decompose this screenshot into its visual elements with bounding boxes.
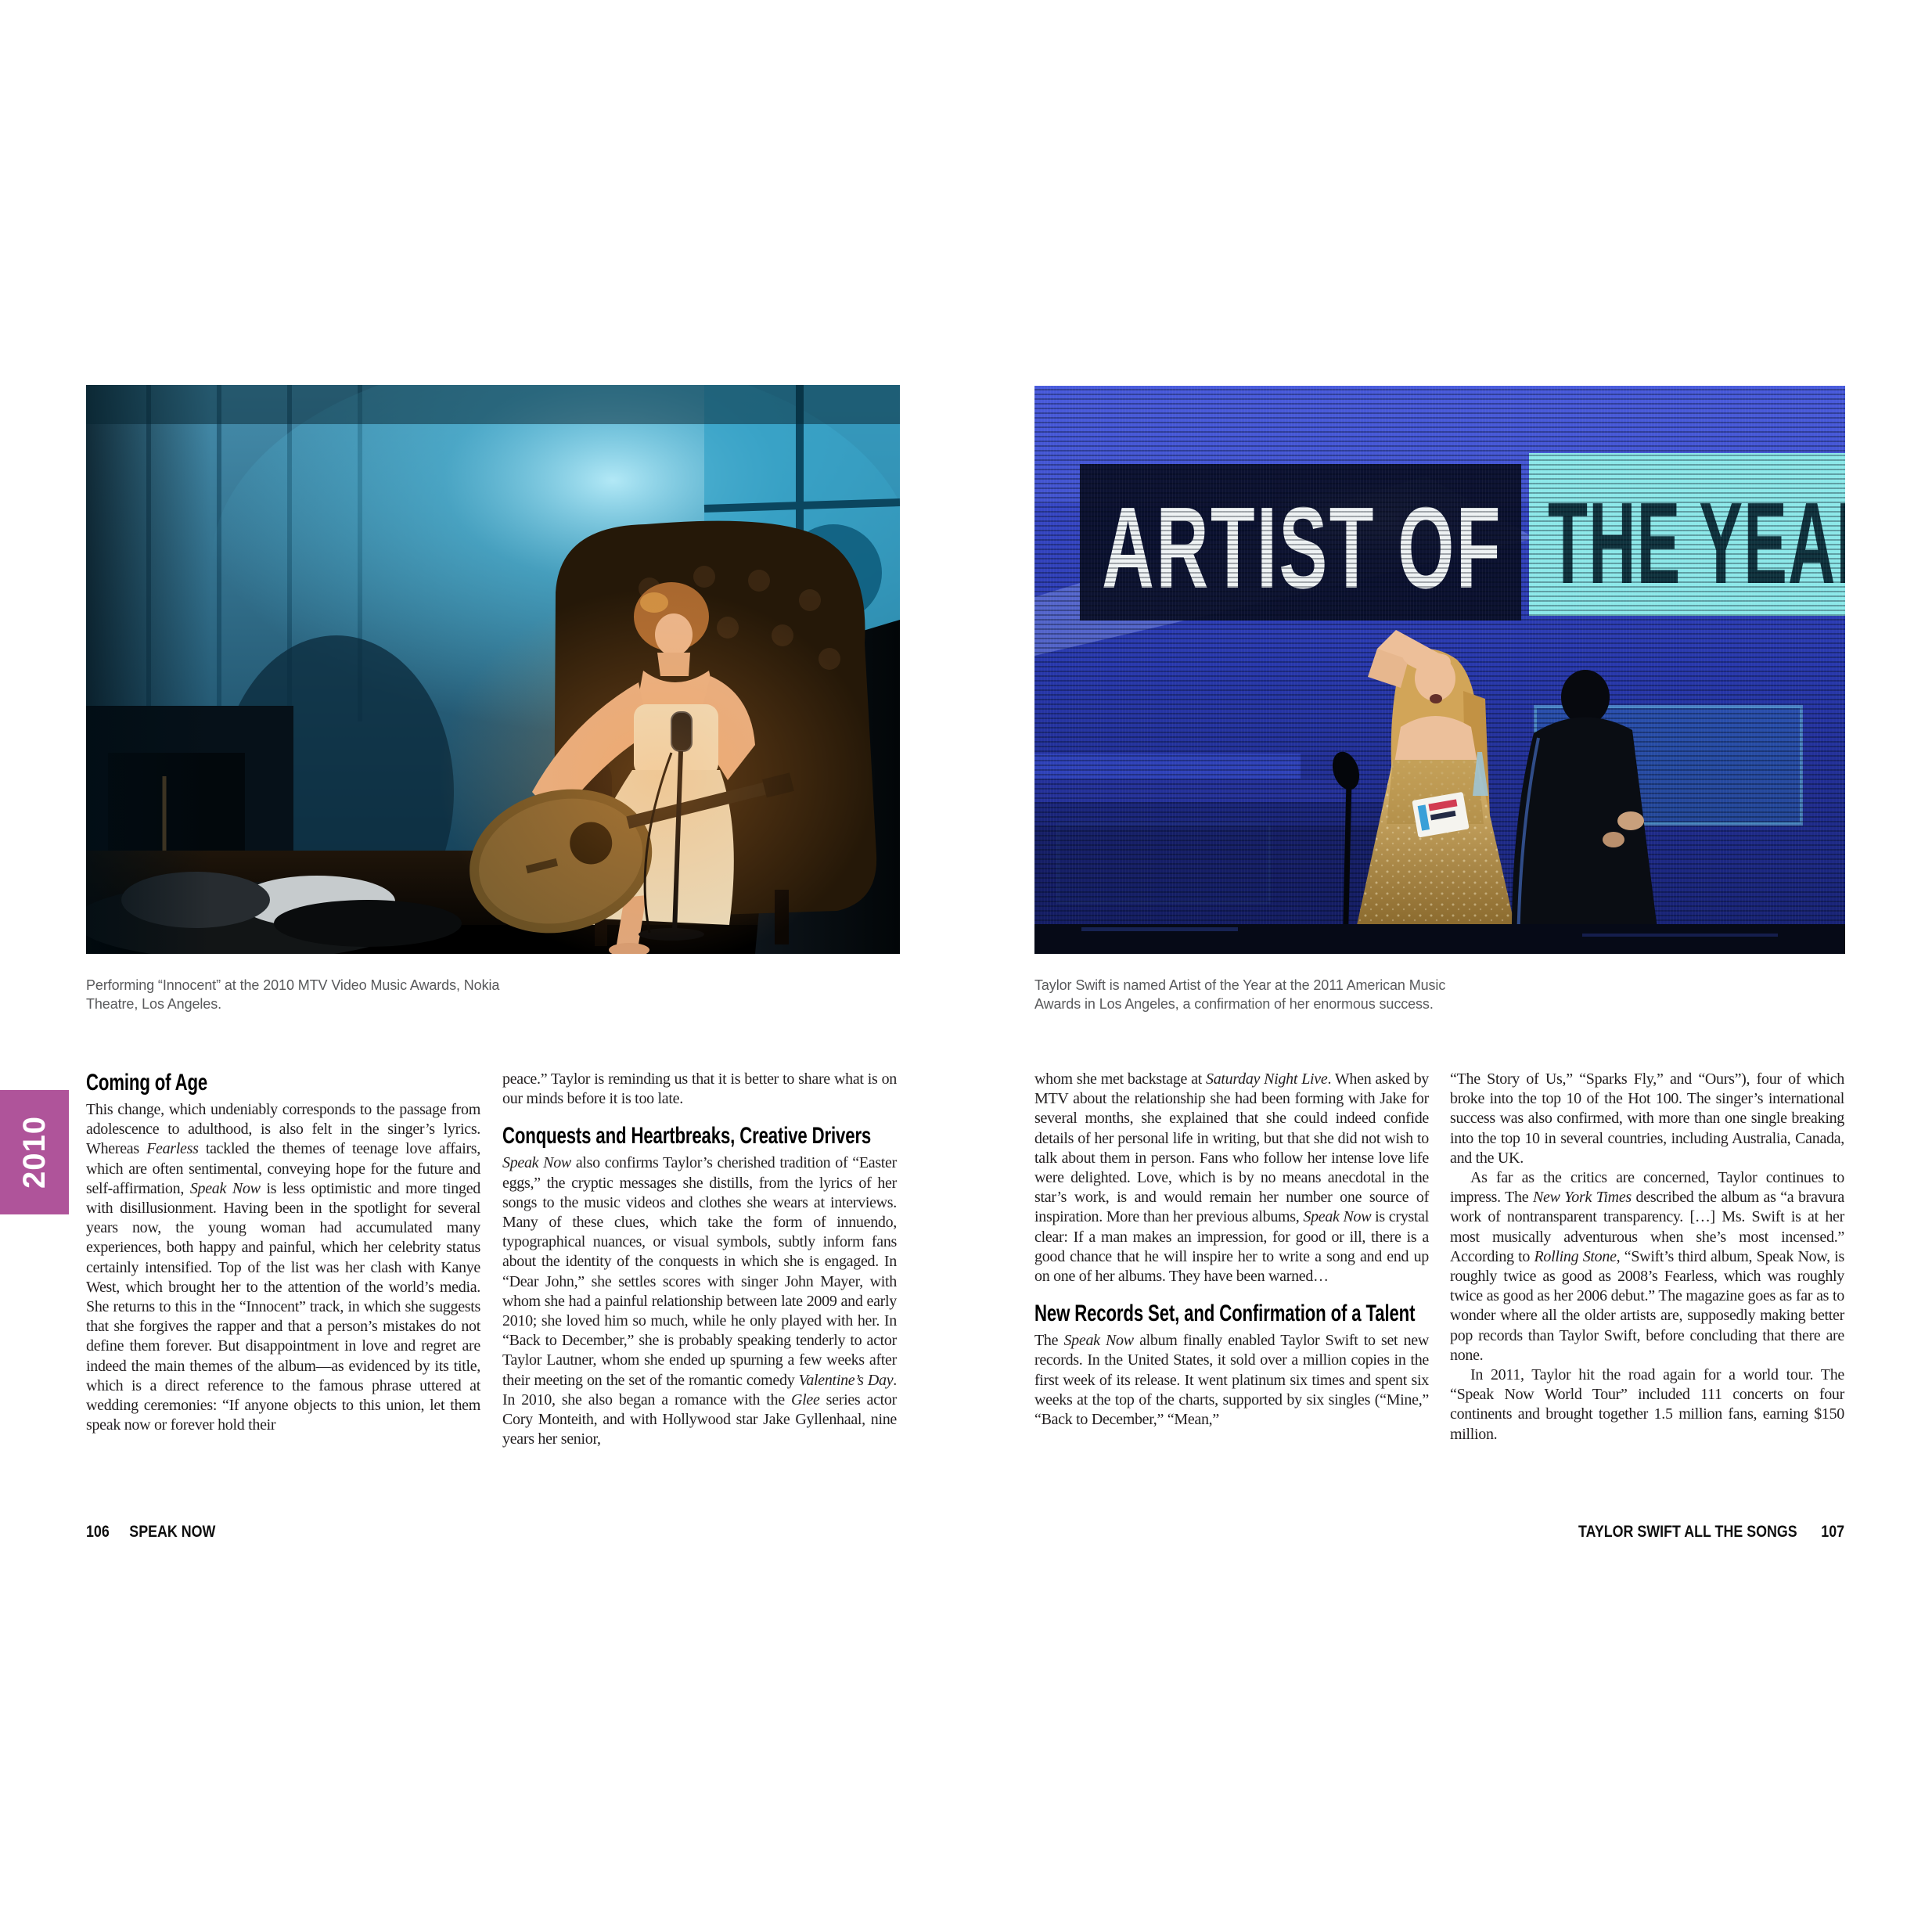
warm-spotlight <box>438 588 876 954</box>
left-photo <box>86 385 900 954</box>
body-column-4 <box>1450 1070 1844 1445</box>
body-paragraph: This change, which undeniably corresponds to the passage from adolescence to adulthood, is also felt in the singer’s lyrics. Whereas Fearless tackled the themes of teenage love affairs, which are often sentimental, conveying hope for the future and self-affirmation, Speak Now is less optimistic and more tinged with disillusionment. Having been in the spotlight for several years now, the young woman had accumulated many experiences, both happy and painful, which her celebrity status certainly intensified. Top of the list was her clash with Kanye West, which brought her to the attention of the world’s media. She returns to this in the “Innocent” track, in which she suggests that she forgives the rapper and that a person’s mistakes do not define them forever. But disappointment in love and regret are indeed the main themes of the album—as evidenced by its title, which is a direct reference to the famous phrase uttered at wedding ceremonies: “If anyone objects to this union, let them speak now or forever hold their <box>86 1101 480 1434</box>
year-tab <box>0 1090 69 1214</box>
left-vignette <box>86 385 211 954</box>
section-heading: Conquests and Heartbreaks, Creative Drivers <box>502 1123 872 1149</box>
body-column-2 <box>502 1070 897 1449</box>
top-vignette <box>86 385 900 424</box>
body-paragraph: “The Story of Us,” “Sparks Fly,” and “Ours”), four of which broke into the top 10 of the Hot 100. The singer’s international success was also confirmed, with more than one single breaking into the top 10 in several countries, including Australia, Canada, and the UK. <box>1450 1070 1844 1167</box>
stage-performance-scene <box>86 385 900 954</box>
body-paragraph: peace.” Taylor is reminding us that it is better to share what is on our minds before it is too late. <box>502 1070 897 1108</box>
right-photo-caption: Taylor Swift is named Artist of the Year at the 2011 American Music Awards in Los Angeles, a confirmation of her enormous success. <box>1034 977 1446 1012</box>
body-paragraph: In 2011, Taylor hit the road again for a world tour. The “Speak Now World Tour” included 111 concerts on four continents and brought together 1.5 million fans, earning $150 million. <box>1450 1366 1844 1443</box>
stage-floor <box>1034 924 1845 954</box>
body-paragraph: The Speak Now album finally enabled Taylor Swift to set new records. In the United States, it sold over a million copies in the first week of its release. It went platinum six times and spent six weeks at the top of the charts, supported by six singles (“Mine,” “Back to December,” “Mean,” <box>1034 1332 1429 1429</box>
left-photo-caption: Performing “Innocent” at the 2010 MTV Video Music Awards, Nokia Theatre, Los Angeles. <box>86 977 500 1012</box>
right-page-number: 107 <box>1821 1523 1844 1541</box>
right-footer-title: TAYLOR SWIFT ALL THE SONGS <box>1578 1523 1797 1541</box>
body-column-3 <box>1034 1070 1429 1430</box>
year-tab-label: 2010 <box>16 1116 52 1189</box>
body-paragraph: whom she met backstage at Saturday Night Live. When asked by MTV about the relationship she had been forming with Jake for several months, she explained that she could indeed confide details of her personal life in writing, but that she did not wish to talk about them in person. Fans who follow her intense love life were delighted. Love, which is by no means anecdotal in the star’s work, is and would remain her number one source of inspiration. More than her previous albums, Speak Now is crystal clear: If a man makes an impression, for good or ill, there is a good chance that he will inspire her to write a song and end up on one of her albums. They have been warned… <box>1034 1070 1430 1286</box>
right-photo <box>1034 386 1845 954</box>
awards-scene <box>1034 386 1845 954</box>
right-running-footer <box>1578 1523 1844 1542</box>
body-paragraph: Speak Now also confirms Taylor’s cherished tradition of “Easter eggs,” the cryptic messages she distills, from the lyrics of her songs to the music videos and clothes she wears at interviews. Many of these clues, which take the form of innuendo, typographical nuances, or visual symbols, subtly inform fans about the identity of the conquests in which she is engaged. In “Dear John,” she settles scores with singer John Mayer, with whom she had a painful relationship between late 2009 and early 2010; she loved him so much, while he only played with her. In “Back to December,” she is probably speaking tenderly to actor Taylor Lautner, whom she ended up spurning a few weeks after their meeting on the set of the romantic comedy Valentine’s Day. In 2010, she also began a romance with the Glee series actor Cory Monteith, and with Hollywood star Jake Gyllenhaal, nine years her senior, <box>502 1154 897 1448</box>
left-footer-title: SPEAK NOW <box>129 1523 216 1541</box>
body-column-1 <box>86 1070 480 1435</box>
section-heading: New Records Set, and Confirmation of a Talent <box>1034 1301 1416 1327</box>
body-paragraph: As far as the critics are concerned, Taylor continues to impress. The New York Times described the album as “a bravura work of nontransparent transparency. […] Ms. Swift is at her most musically adventurous when she’s most incensed.” According to Rolling Stone, “Swift’s third album, Speak Now, is roughly twice as good as 2008’s Fearless, which was roughly twice as good as her 2006 debut.” The magazine goes as far as to wonder where all the older artists are, supposedly making better pop records than Taylor Swift, before concluding that there are none. <box>1450 1169 1844 1364</box>
left-page-number: 106 <box>86 1523 110 1541</box>
left-running-footer <box>86 1523 215 1542</box>
section-heading: Coming of Age <box>86 1070 208 1096</box>
